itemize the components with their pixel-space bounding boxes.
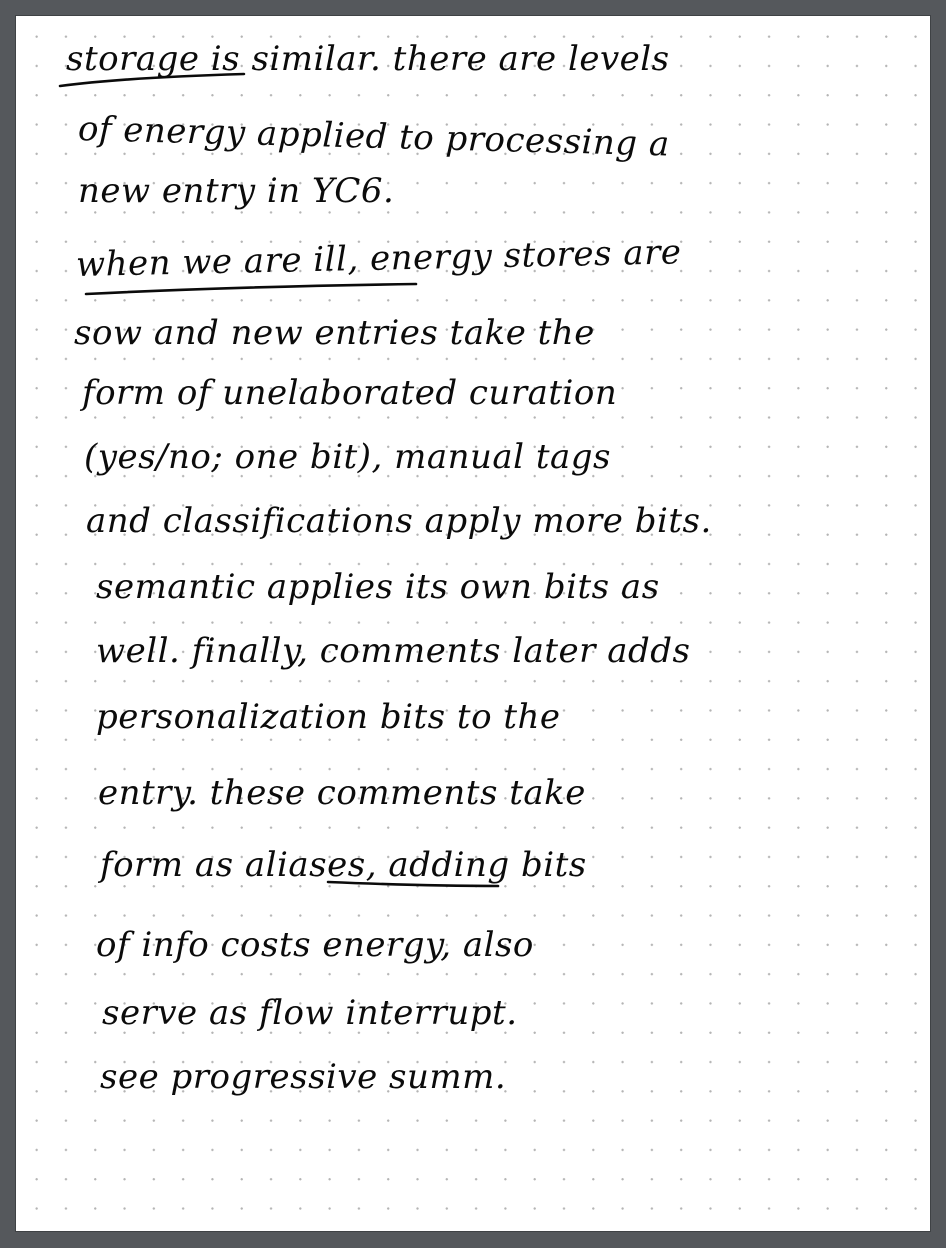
note-line-9	[96, 567, 660, 607]
note-line-5	[74, 313, 595, 353]
note-line-4	[75, 232, 682, 285]
note-line-15	[102, 993, 518, 1033]
line-text: and classifications apply more bits.	[86, 501, 712, 541]
line-text: entry. these comments take	[98, 773, 586, 813]
underlined-word-aliases: aliases	[244, 845, 366, 885]
underlined-word-storage: storage	[66, 39, 200, 79]
line-text: serve as flow interrupt.	[102, 993, 518, 1033]
line-text: personalization bits to the	[96, 697, 561, 737]
note-line-14	[96, 925, 534, 965]
line-text: new entry in YC6.	[78, 171, 395, 211]
line-text: of energy applied to processing a	[77, 109, 671, 165]
line-text: is similar. there are levels	[199, 39, 670, 79]
line-text: sow and new entries take the	[74, 313, 595, 353]
line-text: form as	[100, 845, 245, 885]
line-text: see progressive summ.	[100, 1057, 507, 1097]
note-line-11	[96, 697, 561, 737]
line-text: form of unelaborated curation	[82, 373, 618, 413]
note-line-13	[100, 845, 587, 885]
note-line-16	[100, 1057, 507, 1097]
underline-stroke-when-we-are-ill	[86, 284, 416, 294]
note-line-2	[77, 109, 671, 165]
line-text: , energy stores are	[346, 232, 682, 280]
note-line-3	[78, 171, 395, 211]
note-line-8	[86, 501, 712, 541]
line-text: semantic applies its own bits as	[96, 567, 660, 607]
underlined-phrase-when-we-are-ill: when we are ill	[75, 239, 348, 285]
note-line-12	[98, 773, 586, 813]
note-line-6	[82, 373, 618, 413]
note-line-1	[66, 39, 670, 79]
note-line-10	[96, 631, 691, 671]
dot-grid-paper	[16, 16, 930, 1231]
line-text: , adding bits	[365, 845, 587, 885]
line-text: well. finally, comments later adds	[96, 631, 691, 671]
line-text: of info costs energy, also	[96, 925, 534, 965]
line-text: (yes/no; one bit), manual tags	[84, 437, 612, 477]
note-line-7	[84, 437, 612, 477]
